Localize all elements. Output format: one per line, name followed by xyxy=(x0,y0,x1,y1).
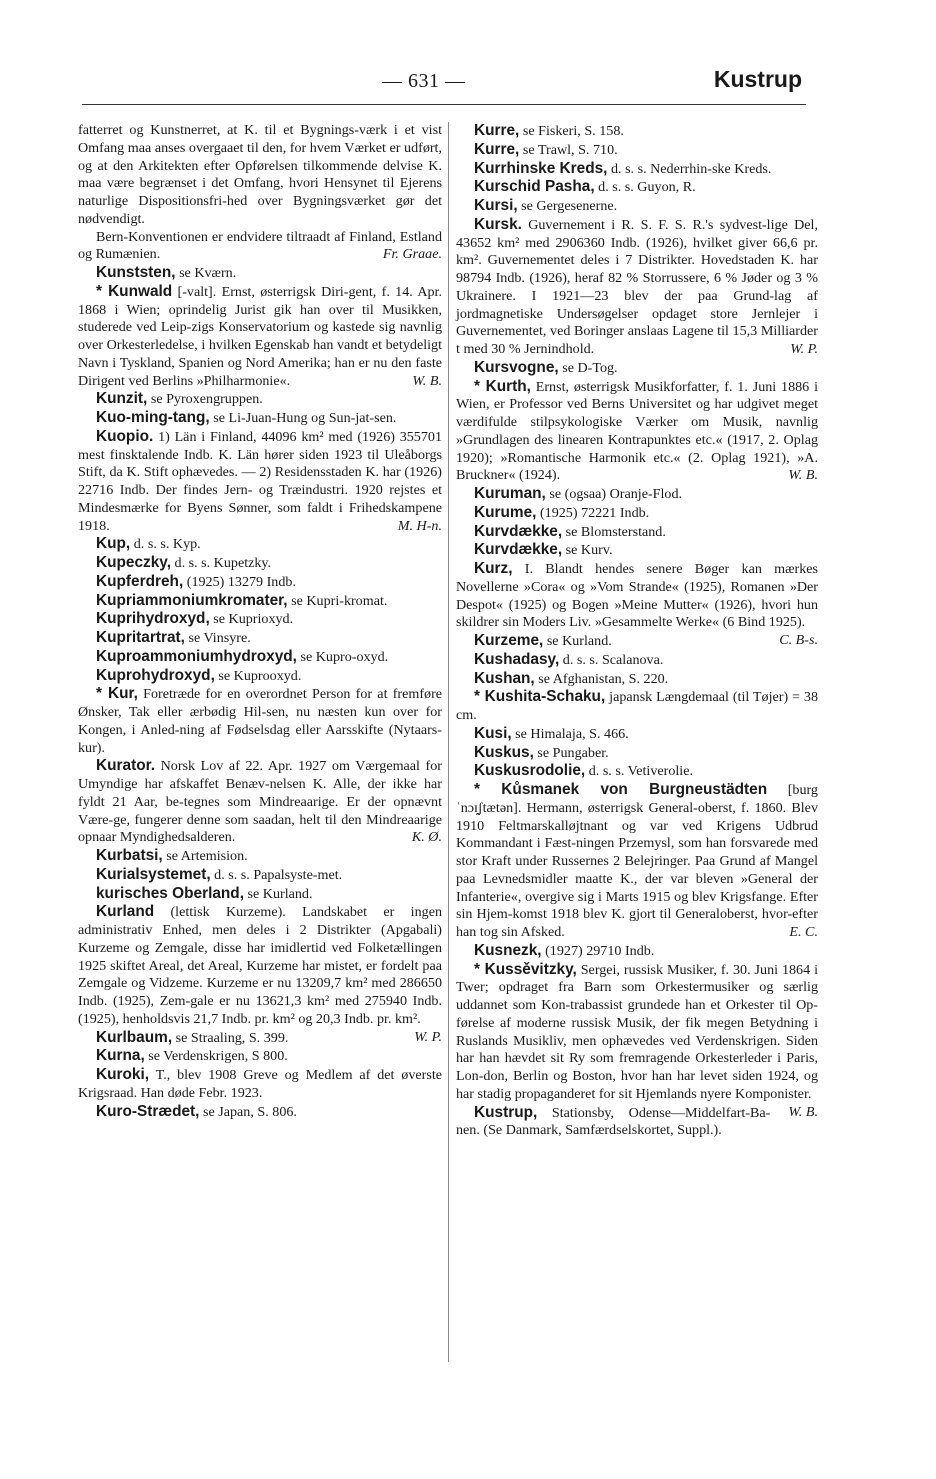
entry-text: se Himalaja, S. 466. xyxy=(515,725,629,742)
dictionary-entry xyxy=(456,359,818,378)
dictionary-entry xyxy=(456,197,818,216)
entry-headword: Kurrhinske Kreds, xyxy=(474,159,608,177)
entry-headword: Kusi, xyxy=(474,724,512,742)
entry-text: d. s. s. Vetiverolie. xyxy=(588,763,693,780)
entry-text: Bern-Konventionen er endvidere tiltraadt af Finland, Estland og Rumænien. xyxy=(78,228,442,263)
entry-text: Sergei, russisk Musiker, f. 30. Juni 1864 i Twer; opdraget fra Barn som Orkestermusiker og særlig uddannet som Kon-trabassist grundede han et Orkester til Op-førelse af moderne russisk Musik, der fik megen Betydning i Ruslands Musikliv, men ophævedes ved Verdenskrigen. Siden har han hævdet sit Ry som fremragende Orkesterleder i Paris, Lon-don, Berlin og Boston, hvor han har levet siden 1924, og har stadig propaganderet for sit Hjemlands nyere Komponister. xyxy=(456,961,818,1102)
entry-headword: Kunststen, xyxy=(96,264,176,281)
entry-headword: Kuroki, xyxy=(96,1066,150,1083)
dictionary-entry xyxy=(78,1047,442,1066)
dictionary-entry xyxy=(456,1104,818,1141)
author-signature: K. Ø. xyxy=(411,829,442,846)
dictionary-entry xyxy=(456,504,818,523)
entry-headword: * Kurth, xyxy=(474,377,531,395)
dictionary-entry xyxy=(78,122,442,229)
dictionary-entry xyxy=(78,409,442,428)
entry-text: (1925) 72221 Indb. xyxy=(539,504,650,521)
dictionary-entry xyxy=(456,725,818,744)
entry-headword: Kurume, xyxy=(474,503,537,521)
entry-text: se Vinsyre. xyxy=(188,630,251,646)
running-head: Kustrup xyxy=(713,66,802,92)
dictionary-entry xyxy=(78,229,442,265)
entry-headword: * Kur, xyxy=(96,685,138,703)
dictionary-entry xyxy=(78,592,442,611)
entry-headword: Kursi, xyxy=(474,197,518,214)
entry-text: [burg ˈnɔɪ̯ʃtætən]. Hermann, østerrigsk General-oberst, f. 1860. Blev 1910 Feltmarskalløjtnant og var ved Krigens Udbrud Kommandant i Fæst-ningen Przemysl, som han forsvarede med stor Kraft under Russernes 2 Belejringer. Paa Grund af Mangel paa Levnedsmidler maatte K., der var bleven »General der Infanterie«, overgive sig i Marts 1915 og blev Krigsfange. Efter sin Hjem-komst 1918 blev K. gjort til Generaloberst, hvor-efter han tog sin Afsked. xyxy=(456,782,818,940)
entry-text: se Pungaber. xyxy=(537,744,609,761)
dictionary-entry xyxy=(78,428,442,536)
entry-text: se Pyroxengruppen. xyxy=(150,391,263,408)
entry-text: T., blev 1908 Greve og Medlem af det øverste Krigsraad. Han døde Febr. 1923. xyxy=(78,1067,442,1101)
entry-headword: * Kussěvitzky, xyxy=(474,960,577,978)
entry-text: Guvernement i R. S. F. S. R.'s sydvest-lige Del, 43652 km² med 2906360 Indb. (1926), hvilket giver 66,6 pr. km². Guvernementet deles i 7 Distrikter. Hovedstaden K. har 98794 Indb. (1926), heraf 82 % Storrussere, 6 % Jøder og 3 % Ukrainere. I 1921—23 blev der paa Grund-lag af jordmagnetiske Undersøgelser opdaget store Jernlejer i Guvernementet, ved Boringer anslaas Lagene til 15,3 Milliarder t med 30 % Jernindhold. xyxy=(456,216,818,357)
entry-text: se Fiskeri, S. 158. xyxy=(522,123,624,139)
dictionary-entry xyxy=(456,651,818,670)
dictionary-entry xyxy=(78,535,442,554)
dictionary-entry xyxy=(78,885,442,904)
dictionary-entry xyxy=(78,685,442,757)
entry-headword: Kuro-Strædet, xyxy=(96,1102,200,1120)
entry-headword: Kurschid Pasha, xyxy=(474,178,595,196)
entry-text: d. s. s. Kupetzky. xyxy=(174,555,272,571)
entry-headword: Kurator. xyxy=(96,757,156,775)
entry-headword: Kuprohydroxyd, xyxy=(96,666,215,684)
page-header xyxy=(82,66,806,100)
dictionary-entry xyxy=(456,942,818,961)
entry-text: fatterret og Kunstnerret, at K. til et Bygnings-værk i et vist Omfang maa anses overgaaet til den, for hvem Værket er udført, og at den Arkitekten efter Opførelsen tilkommende delvise K. maa være begrænset i det Omfang, hvori Hensynet til Ejerens naturlige Dispositionsfri-hed over Bygningsværket gør det nødvendigt. xyxy=(78,122,442,227)
entry-headword: * Kůsmanek von Burgneustädten xyxy=(474,781,768,798)
entry-headword: Kurre, xyxy=(474,140,520,158)
dictionary-entry xyxy=(78,610,442,629)
entry-headword: Kustrup, xyxy=(474,1103,538,1121)
dictionary-entry xyxy=(456,744,818,763)
dictionary-entry xyxy=(78,573,442,592)
entry-headword: * Kunwald xyxy=(96,282,173,300)
entry-text: I. Blandt hendes senere Bøger kan mærkes Novellerne »Cora« og »Vom Strande« (1925), Romanen »Der Despot« (1925) og Bogen »Meine Mutter« (1926), hvori hun skildrer sin Moders Liv. »Gesammelte Werke« (6 Bind 1925). xyxy=(456,561,818,631)
author-signature: W. B. xyxy=(788,467,818,484)
entry-text: se Kupro-oxyd. xyxy=(300,648,389,665)
entry-text: d. s. s. Scalanova. xyxy=(562,651,664,668)
entry-text: [-valt]. Ernst, østerrigsk Diri-gent, f. 14. Apr. 1868 i Wien; oprindelig Jurist gik han over til Musikken, studerede ved Leip-zigs Konservatorium og kastede sig navnlig over Orkesterledelse, i hvilken Egenskab han vandt et betydeligt Navn i Tyskland, Spanien og Nord Amerika; han er nu den faste Dirigent ved Berlins »Philharmonie«. xyxy=(78,283,442,389)
entry-headword: Kurvdække, xyxy=(474,522,563,540)
author-signature: Fr. Graae. xyxy=(382,246,442,263)
dictionary-entry xyxy=(78,264,442,283)
entry-headword: Kurlbaum, xyxy=(96,1028,173,1046)
page-number: — 631 — xyxy=(382,70,466,92)
dictionary-entry xyxy=(78,1029,442,1048)
column-divider xyxy=(448,122,449,1362)
author-signature: M. H-n. xyxy=(397,517,442,534)
entry-text: (1927) 29710 Indb. xyxy=(545,942,655,959)
entry-headword: Kurialsystemet, xyxy=(96,865,211,883)
entry-text: se Trawl, S. 710. xyxy=(522,141,618,158)
dictionary-entry xyxy=(78,667,442,686)
dictionary-entry xyxy=(456,762,818,781)
entry-headword: Kupritartrat, xyxy=(96,629,185,646)
entry-headword: Kup, xyxy=(96,535,131,553)
dictionary-entry xyxy=(456,122,818,141)
entry-headword: Kuskus, xyxy=(474,743,534,761)
entry-text: se (ogsaa) Oranje-Flod. xyxy=(549,486,683,502)
entry-headword: Kuopio. xyxy=(96,427,154,445)
entry-text: Foretræde for en overordnet Person for at fremføre Ønsker, Tak eller ærbødig Hil-sen, nu næsten kun over for Kongen, i Anled-ning af Fødselsdag eller Aarsskifte (Nytaars-kur). xyxy=(78,686,443,756)
entry-text: se Kupri-kromat. xyxy=(291,592,388,609)
entry-headword: Kurland xyxy=(96,903,155,921)
entry-headword: Kushan, xyxy=(474,669,535,687)
dictionary-entry xyxy=(456,670,818,689)
entry-text: se Kværn. xyxy=(179,265,237,281)
entry-text: d. s. s. Papalsyste-met. xyxy=(214,866,343,883)
entry-text: se Kurland. xyxy=(247,885,313,902)
dictionary-entry xyxy=(456,781,818,942)
entry-text: Stationsby, Odense—Middelfart-Ba-nen. (Se Danmark, Samfærdselskortet, Suppl.). xyxy=(456,1104,771,1139)
dictionary-entry xyxy=(456,485,818,504)
entry-headword: Kurz, xyxy=(474,560,513,577)
dictionary-entry xyxy=(456,688,818,725)
entry-headword: Kursk. xyxy=(474,215,522,233)
author-signature: E. C. xyxy=(789,924,818,940)
entry-headword: Kurna, xyxy=(96,1047,145,1065)
author-signature: W. B. xyxy=(412,372,442,389)
entry-headword: Kushadasy, xyxy=(474,650,560,668)
dictionary-entry xyxy=(78,648,442,667)
dictionary-entry xyxy=(456,160,818,179)
entry-text: se Kuprioxyd. xyxy=(213,611,294,628)
entry-text: se Japan, S. 806. xyxy=(203,1103,297,1120)
entry-text: Ernst, østerrigsk Musikforfatter, f. 1. Juni 1886 i Wien, er Professor ved Berns Universitet og har udgivet meget værdifulde stilpsykologiske Værker om Musik, navnlig »Grundlagen des linearen Kontrapunktes etc.« (1917, 2. Oplag 1920); »Romantische Harmonik etc.« (2. Oplag 1921), »A. Bruckner« (1924). xyxy=(456,378,818,484)
author-signature: C. B-s. xyxy=(779,632,818,648)
author-signature: W. B. xyxy=(788,1103,818,1120)
entry-text: (lettisk Kurzeme). Landskabet er ingen administrativ Enhed, men deles i 2 Distrikter (Apgabali) Kurzeme og Zemgale, disse har imidlertid ved Folketællingen 1925 skiftet Areal, det Areal, Kurzeme har mistet, er fordelt paa Zemgale og Vidzeme. Kurzeme er nu 13209,7 km² med 286650 Indb. (1925), Zem-gale er nu 13621,3 km² med 275940 Indb. (1925), henholdsvis 21,7 Indb. pr. km² og 20,3 Indb. pr. km². xyxy=(78,904,442,1027)
entry-headword: Kuskusrodolie, xyxy=(474,762,586,780)
entry-headword: kurisches Oberland, xyxy=(96,884,244,902)
right-column xyxy=(456,122,818,1140)
entry-headword: Kurvdække, xyxy=(474,541,563,559)
entry-text: 1) Län i Finland, 44096 km² med (1926) 355701 mest finsktalende Indb. K. Län hører siden 1923 til Uleåborgs Stift, da K. Stift ophævedes. — 2) Residensstaden K. har (1926) 22716 Indb. Der findes Jern- og Træindustri. 1920 rejstes et Mindesmærke for Byens Sønner, som faldt i Frihedskampene 1918. xyxy=(78,428,442,534)
entry-text: se Gergesenerne. xyxy=(521,198,618,214)
dictionary-entry xyxy=(78,629,442,648)
entry-headword: Kupferdreh, xyxy=(96,572,184,590)
dictionary-entry xyxy=(78,1066,442,1103)
entry-headword: Kuproammoniumhydroxyd, xyxy=(96,647,297,665)
dictionary-entry xyxy=(456,523,818,542)
entry-headword: * Kushita-Schaku, xyxy=(474,688,606,706)
dictionary-entry xyxy=(456,141,818,160)
entry-text: se Afghanistan, S. 220. xyxy=(538,670,669,687)
entry-text: (1925) 13279 Indb. xyxy=(186,573,296,590)
entry-headword: Kupriammoniumkromater, xyxy=(96,591,288,609)
dictionary-entry xyxy=(456,378,818,486)
entry-text: se Straaling, S. 399. xyxy=(175,1029,289,1046)
entry-headword: Kusnezk, xyxy=(474,941,542,959)
entry-headword: Kuruman, xyxy=(474,485,546,502)
dictionary-entry xyxy=(78,554,442,573)
dictionary-entry xyxy=(78,757,442,847)
entry-headword: Kunzit, xyxy=(96,390,148,408)
entry-text: d. s. s. Guyon, R. xyxy=(598,179,696,196)
dictionary-entry xyxy=(456,216,818,359)
entry-text: d. s. s. Kyp. xyxy=(133,536,201,553)
entry-headword: Kurre, xyxy=(474,122,520,139)
entry-text: se Blomsterstand. xyxy=(565,523,666,540)
entry-headword: Kurbatsi, xyxy=(96,847,163,864)
entry-headword: Kupeczky, xyxy=(96,554,171,571)
entry-text: se Kurv. xyxy=(565,542,613,559)
dictionary-entry xyxy=(78,283,442,391)
dictionary-entry xyxy=(78,866,442,885)
author-signature: W. P. xyxy=(790,341,818,357)
entry-text: se Kuprooxyd. xyxy=(218,667,302,684)
dictionary-entry xyxy=(78,847,442,866)
entry-headword: Kuprihydroxyd, xyxy=(96,610,210,628)
entry-headword: Kurzeme, xyxy=(474,632,544,649)
entry-headword: Kuo-ming-tang, xyxy=(96,409,210,426)
dictionary-entry xyxy=(78,390,442,409)
header-rule xyxy=(82,104,806,105)
entry-text: d. s. s. Nederrhin-ske Kreds. xyxy=(610,160,772,177)
entry-text: se Li-Juan-Hung og Sun-jat-sen. xyxy=(213,410,397,426)
entry-text: se Verdenskrigen, S 800. xyxy=(148,1048,288,1065)
entry-text: se D-Tog. xyxy=(562,359,618,376)
entry-text: se Artemision. xyxy=(166,848,248,864)
entry-text: japansk Længdemaal (til Tøjer) = 38 cm. xyxy=(456,689,819,723)
left-column xyxy=(78,122,442,1121)
entry-text: Norsk Lov af 22. Apr. 1927 om Værgemaal for Umyndige har afskaffet Benæv-nelsen K. Alle, der ikke har fyldt 21 Aar, be-tegnes som Mindreaarige. Er der opnævnt Være-ge, fungerer denne som saadan, helt til den Mindreaarige opnaar Myndighedsalderen. xyxy=(78,758,442,846)
dictionary-entry xyxy=(78,1103,442,1122)
entry-headword: Kursvogne, xyxy=(474,358,559,376)
dictionary-entry xyxy=(456,541,818,560)
entry-text: se Kurland. xyxy=(546,633,612,649)
author-signature: W. P. xyxy=(414,1028,442,1045)
dictionary-entry xyxy=(456,178,818,197)
